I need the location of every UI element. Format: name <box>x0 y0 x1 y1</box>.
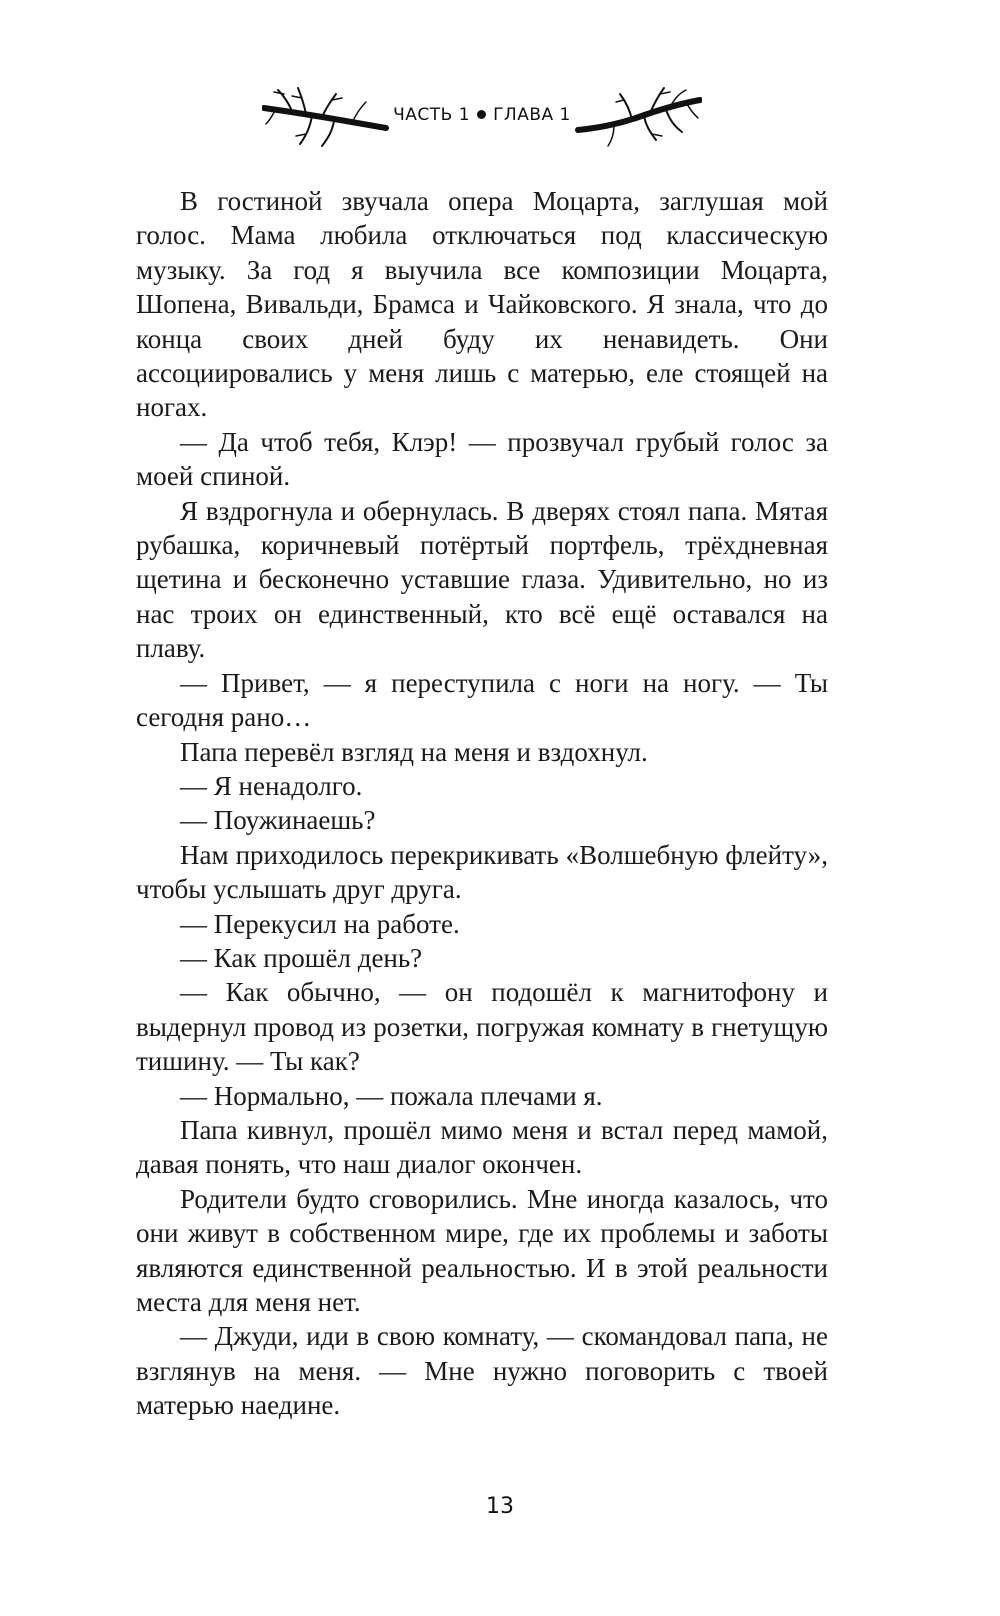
part-label: ЧАСТЬ 1 <box>393 105 471 125</box>
paragraph: — Как прошёл день? <box>180 942 423 973</box>
paragraph: Папа кивнул, прошёл мимо меня и встал перед мамой, давая понять, что наш диалог окончен. <box>136 1114 828 1180</box>
body-text <box>136 184 828 1423</box>
paragraph: — Поужинаешь? <box>180 805 376 836</box>
paragraph: — Джуди, иди в свою комнату, — скомандовал папа, не взглянув на меня. — Мне нужно поговорить с твоей матерью наедине. <box>136 1321 828 1421</box>
running-header-title <box>390 105 574 125</box>
branch-right-ornament <box>574 80 702 160</box>
chapter-label: ГЛАВА 1 <box>493 105 571 125</box>
paragraph: — Да чтоб тебя, Клэр! — прозвучал грубый голос за моей спиной. <box>136 426 828 492</box>
paragraph: В гостиной звучала опера Моцарта, заглушая мой голос. Мама любила отключаться под классическую музыку. За год я выучила все композиции Моцарта, Шопена, Вивальди, Брамса и Чайковского. Я знала, что до конца своих дней буду их ненавидеть. Они ассоциировались у меня лишь с матерью, еле стоящей на ногах. <box>136 186 828 423</box>
paragraph: Родители будто сговорились. Мне иногда казалось, что они живут в собственном мире, где их проблемы и заботы являются единственной реальностью. И в этой реальности места для меня нет. <box>136 1183 828 1317</box>
paragraph: Я вздрогнула и обернулась. В дверях стоял папа. Мятая рубашка, коричневый потёртый портфель, трёхдневная щетина и бесконечно уставшие глаза. Удивительно, но из нас троих он единственный, кто всё ещё оставался на плаву. <box>136 495 828 664</box>
paragraph: — Перекусил на работе. <box>180 908 460 939</box>
branch-left-ornament <box>262 80 390 160</box>
paragraph: — Привет, — я переступила с ноги на ногу. — Ты сегодня рано… <box>136 667 828 733</box>
paragraph: — Как обычно, — он подошёл к магнитофону и выдернул провод из розетки, погружая комнату в гнетущую тишину. — Ты как? <box>136 977 828 1077</box>
paragraph: Нам приходилось перекрикивать «Волшебную флейту», чтобы услышать друг друга. <box>136 839 828 905</box>
running-header <box>0 80 1000 160</box>
paragraph: — Нормально, — пожала плечами я. <box>180 1080 603 1111</box>
paragraph: Папа перевёл взгляд на меня и вздохнул. <box>180 736 648 767</box>
bullet-dot-icon <box>477 110 486 119</box>
paragraph: — Я ненадолго. <box>180 770 363 801</box>
page-number: 13 <box>486 1494 514 1519</box>
